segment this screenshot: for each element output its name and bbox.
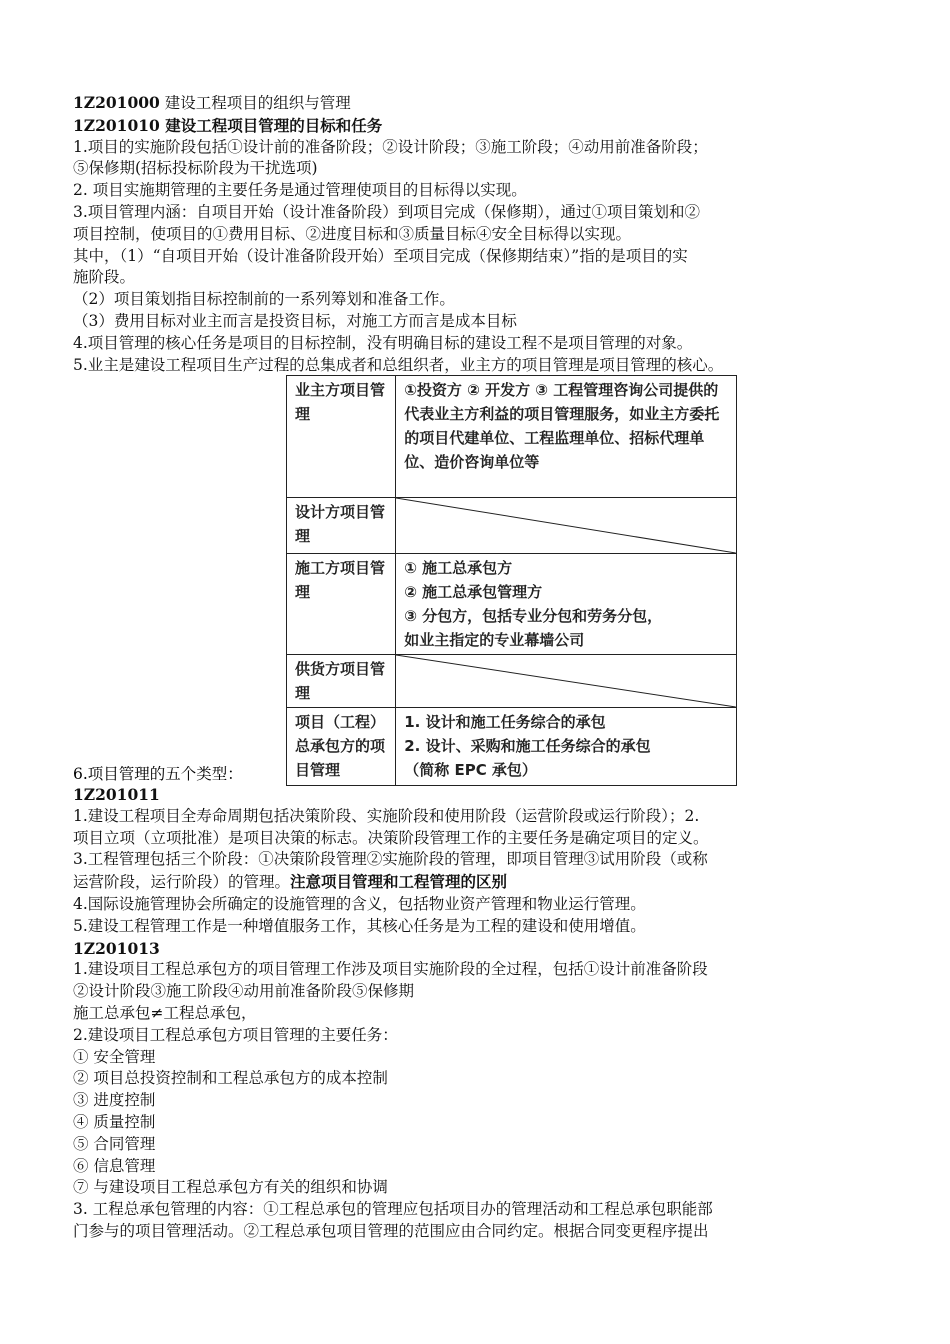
para-r1c: 施工总承包≠工程总承包，	[73, 1003, 257, 1022]
para-r1a: 1.建设项目工程总承包方的项目管理工作涉及项目实施阶段的全过程，包括①设计前准备阶段	[73, 960, 708, 979]
heading-text: 建设工程项目的组织与管理	[159, 94, 351, 112]
para-q3a: 3.工程管理包括三个阶段：①决策阶段管理②实施阶段的管理，即项目管理③试用阶段（或称	[73, 850, 708, 869]
document-upper	[73, 92, 878, 376]
para-3c: 其中，（1）“自项目开始（设计准备阶段开始）至项目完成（保修期结束）”指的是项目的实	[73, 246, 688, 265]
para-q3b	[73, 871, 878, 894]
table-row	[287, 376, 737, 498]
role-cell: 施工方项目管理	[287, 554, 396, 655]
para-3e: （2）项目策划指目标控制前的一系列筹划和准备工作。	[73, 290, 455, 309]
task-item: ① 安全管理	[73, 1047, 156, 1066]
roles-table	[286, 375, 737, 786]
heading-code: 1Z201000	[73, 93, 160, 112]
para-r3b: 门参与的项目管理活动。②工程总承包项目管理的范围应由合同约定。根据合同变更程序提出	[73, 1221, 709, 1240]
para-r1b: ②设计阶段③施工阶段④动用前准备阶段⑤保修期	[73, 982, 415, 1001]
task-item: ⑤ 合同管理	[73, 1134, 156, 1153]
para-2: 2. 项目实施期管理的主要任务是通过管理使项目的目标得以实现。	[73, 181, 527, 200]
heading-1z201011: 1Z201011	[73, 785, 160, 804]
para-3a: 3.项目管理内涵：自项目开始（设计准备阶段）到项目完成（保修期），通过①项目策划和②	[73, 202, 701, 221]
task-item: ⑦ 与建设项目工程总承包方有关的组织和协调	[73, 1178, 388, 1197]
table-row	[287, 708, 737, 786]
para-q1a: 1.建设工程项目全寿命周期包括决策阶段、实施阶段和使用阶段（运营阶段或运行阶段）；2.	[73, 806, 700, 825]
desc-cell: ①投资方 ② 开发方 ③ 工程管理咨询公司提供的代表业主方利益的项目管理服务，如业主方委托的项目代建单位、工程监理单位、招标代理单位、造价咨询单位等	[396, 376, 737, 498]
para-r3a: 3. 工程总承包管理的内容：①工程总承包的管理应包括项目办的管理活动和工程总承包职能部	[73, 1200, 713, 1219]
para-5: 5.业主是建设工程项目生产过程的总集成者和总组织者，业主方的项目管理是项目管理的核心。	[73, 355, 724, 374]
table-row	[287, 554, 737, 655]
role-cell: 设计方项目管理	[287, 498, 396, 554]
document-lower	[73, 784, 878, 1243]
desc-cell: ① 施工总承包方 ② 施工总承包管理方 ③ 分包方，包括专业分包和劳务分包， 如业主指定的专业幕墙公司	[396, 554, 737, 655]
heading-1z201000	[73, 92, 878, 115]
para-1b: ⑤保修期(招标投标阶段为干扰选项)	[73, 159, 318, 178]
role-cell: 项目（工程）总承包方的项目管理	[287, 708, 396, 786]
para-3f: （3）费用目标对业主而言是投资目标，对施工方而言是成本目标	[73, 311, 517, 330]
heading-1z201010: 1Z201010 建设工程项目管理的目标和任务	[73, 115, 383, 135]
desc-cell-empty	[396, 655, 737, 708]
role-cell: 供货方项目管理	[287, 655, 396, 708]
desc-cell-empty	[396, 498, 737, 554]
desc-cell: 1. 设计和施工任务综合的承包 2. 设计、采购和施工任务综合的承包 （简称 EPC 承包）	[396, 708, 737, 786]
task-item: ⑥ 信息管理	[73, 1156, 156, 1175]
para-3b: 项目控制，使项目的①费用目标、②进度目标和③质量目标④安全目标得以实现。	[73, 224, 632, 243]
five-types-label: 6.项目管理的五个类型：	[73, 765, 243, 783]
para-q3b-note: 注意项目管理和工程管理的区别	[290, 872, 508, 892]
diagonal-line	[396, 655, 736, 707]
table-row	[287, 498, 737, 554]
para-r2: 2.建设项目工程总承包方项目管理的主要任务：	[73, 1025, 398, 1044]
task-item: ② 项目总投资控制和工程总承包方的成本控制	[73, 1069, 388, 1088]
diagonal-line	[396, 498, 736, 553]
para-1a: 1.项目的实施阶段包括①设计前的准备阶段；②设计阶段；③施工阶段；④动用前准备阶段；	[73, 137, 708, 156]
para-q3b-plain: 运营阶段，运行阶段）的管理。	[73, 873, 291, 892]
task-item: ④ 质量控制	[73, 1112, 156, 1131]
role-cell: 业主方项目管理	[287, 376, 396, 498]
para-q5: 5.建设工程管理工作是一种增值服务工作，其核心任务是为工程的建设和使用增值。	[73, 916, 646, 935]
para-q4: 4.国际设施管理协会所确定的设施管理的含义，包括物业资产管理和物业运行管理。	[73, 894, 646, 913]
heading-1z201013: 1Z201013	[73, 938, 160, 958]
table-row	[287, 655, 737, 708]
para-4: 4.项目管理的核心任务是项目的目标控制，没有明确目标的建设工程不是项目管理的对象。	[73, 333, 693, 352]
task-item: ③ 进度控制	[73, 1091, 156, 1110]
para-q1b: 项目立项（立项批准）是项目决策的标志。决策阶段管理工作的主要任务是确定项目的定义。	[73, 828, 709, 847]
project-management-types-table	[286, 375, 737, 786]
para-3d: 施阶段。	[73, 268, 136, 287]
